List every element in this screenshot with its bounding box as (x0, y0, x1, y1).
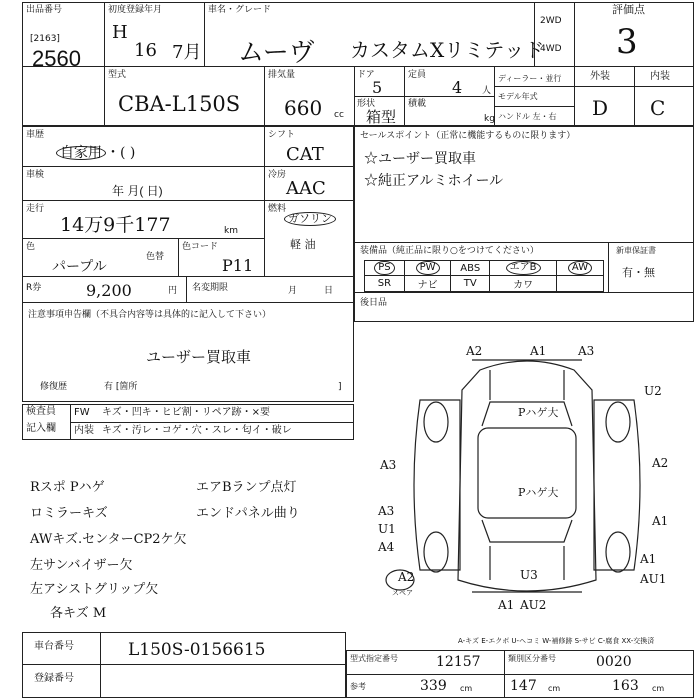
equip-tv: TV (451, 276, 490, 292)
fuel-label: 燃料 (268, 204, 287, 214)
remark-right-2: エンドパネル曲り (196, 506, 300, 521)
mark-front-a3: A3 (578, 344, 595, 358)
class-no: 0020 (596, 654, 632, 670)
mark-right-a2: A2 (652, 456, 669, 470)
day-unit: 日 (324, 286, 334, 296)
doors: 5 (372, 78, 383, 97)
ref-1: 339 (420, 678, 447, 694)
recolor-label: 色替 (146, 252, 165, 262)
class-label: 類別区分番号 (508, 654, 556, 663)
color-value: パープル (52, 259, 107, 275)
remark-4: 左サンバイザー欠 (30, 558, 133, 573)
capacity: 4 (452, 78, 463, 97)
spare-label: スペア (392, 589, 413, 597)
equip-airbag: エアB (490, 261, 557, 276)
equip-navi: ナビ (404, 276, 450, 292)
rear-seat-label: 後日品 (360, 298, 388, 308)
color-code: P11 (222, 256, 254, 275)
mark-right-rear-a1: A1 (640, 552, 657, 566)
mark-rear-a1: A1 (498, 598, 515, 612)
mark-right-u2: U2 (644, 384, 662, 398)
type-spec-label: 型式指定番号 (350, 654, 398, 663)
history-value-wrap (56, 142, 135, 162)
mark-left-rear-a2: A2 (398, 570, 415, 584)
type-spec: 12157 (436, 654, 481, 670)
chassis-label: 車台番号 (34, 641, 74, 652)
ref-3: 163 (612, 678, 639, 694)
mark-left-a3: A3 (380, 458, 397, 472)
lot-label: 出品番号 (26, 5, 63, 15)
drive-2wd: 2WD (540, 16, 562, 26)
ref-cm-2: cm (548, 684, 561, 693)
repair-value: 有 [箇所 (104, 382, 138, 392)
reg-year: 16 (134, 40, 157, 61)
mark-rear-au1: AU1 (640, 572, 667, 586)
cooling-label: 冷房 (268, 170, 287, 180)
equip-sr: SR (365, 276, 405, 292)
drive-4wd: 4WD (540, 44, 562, 54)
remark-1: Rスポ Pハゲ (30, 480, 105, 495)
mark-roof-text: Pハゲ大 (518, 486, 559, 499)
mileage-label: 走行 (26, 204, 45, 214)
remark-3: AWキズ.センターCP2ケ欠 (30, 532, 187, 547)
mark-front-a1: A1 (530, 344, 547, 358)
remark-right-1: エアBランプ点灯 (196, 480, 297, 495)
mileage-value: 14万9千177 (60, 214, 171, 236)
grade: カスタムXリミテッド (350, 38, 545, 62)
history-value: 自家用 (56, 146, 106, 160)
shape-label: 形状 (357, 99, 376, 109)
cooling-value: AAC (286, 178, 326, 199)
dealer-label: ディーラー・並行 (498, 74, 562, 83)
shift-label: シフト (268, 130, 296, 140)
repair-label: 修復歴 (40, 382, 68, 392)
fuel-gas: ガソリン (284, 212, 336, 226)
history-label: 車歴 (26, 130, 45, 140)
equip-abs: ABS (451, 261, 490, 276)
shift-value: CAT (286, 144, 324, 165)
mark-left-a3b: A3 (378, 504, 395, 518)
month-unit: 月 (288, 286, 298, 296)
mark-left-u1: U1 (378, 522, 396, 536)
inspector-interior-items: キズ・汚レ・コゲ・穴・スレ・匂イ・破レ (102, 425, 292, 436)
mark-right-a1: A1 (652, 514, 669, 528)
equip-leather: カワ (490, 276, 557, 292)
history-rest: ・( ) (106, 145, 136, 161)
model: CBA-L150S (118, 92, 241, 116)
inspector-label-2: 記入欄 (26, 423, 56, 434)
ref-cm-1: cm (460, 684, 473, 693)
inspector-interior: 内装 (74, 425, 94, 436)
yen-unit: 円 (168, 286, 178, 296)
interior-label: 内装 (650, 71, 670, 82)
km-unit: km (224, 226, 238, 236)
equipment-label: 装備品（純正品に限り○をつけてください） (360, 246, 539, 256)
tax-value: 9,200 (86, 281, 132, 300)
lot-number: 2560 (32, 46, 81, 71)
notes-label: 注意事項申告欄（不具合内容等は具体的に記入して下さい） (28, 310, 272, 320)
model-label: 型式 (108, 70, 127, 80)
damage-legend: A-キズ E-エクボ U-ヘコミ W-補修跡 S-サビ C-腐食 XX-交換済 (458, 637, 655, 645)
selling-point-2: ☆純正アルミホイール (364, 173, 504, 189)
person-unit: 人 (482, 86, 492, 96)
selling-points-label: セールスポイント（正常に機能するものに限ります） (360, 131, 576, 141)
inspection-label: 車検 (26, 170, 45, 180)
equipment-grid (364, 260, 604, 292)
mark-rear-au2: AU2 (520, 598, 547, 612)
inspector-label-1: 検査員 (26, 406, 56, 417)
name-change-label: 名変期限 (192, 283, 229, 293)
reg-month: 7月 (172, 42, 202, 63)
fuel-diesel: 軽 油 (290, 238, 316, 251)
era: H (112, 22, 128, 43)
ref-cm-3: cm (652, 684, 665, 693)
score-label: 評価点 (612, 3, 645, 16)
exterior-grade: D (592, 96, 609, 120)
mark-front-a2: A2 (466, 344, 483, 358)
reg-label: 初度登録年月 (108, 5, 163, 15)
chassis-number: L150S-0156615 (128, 640, 266, 660)
capacity-label: 定員 (408, 70, 427, 80)
score: 3 (616, 22, 638, 62)
model-year-label: モデル年式 (498, 92, 538, 101)
displacement: 660 (284, 96, 323, 120)
reg-no-label: 登録番号 (34, 673, 74, 684)
handle-label: ハンドル 左・右 (498, 112, 557, 121)
displacement-label: 排気量 (268, 70, 296, 80)
shape: 箱型 (366, 108, 397, 126)
mark-left-a4: A4 (378, 540, 395, 554)
exterior-label: 外装 (590, 71, 610, 82)
selling-point-1: ☆ユーザー買取車 (364, 151, 476, 167)
equip-empty (557, 276, 604, 292)
name-label: 車名・グレード (208, 5, 272, 15)
cc-unit: cc (334, 110, 344, 120)
equip-pw: PW (404, 261, 450, 276)
mark-hood-text: Pハゲ大 (518, 406, 559, 419)
notes-text: ユーザー買取車 (146, 349, 252, 366)
interior-grade: C (650, 96, 666, 120)
repair-end: ] (338, 382, 342, 392)
warranty-label: 新車保証書 (616, 246, 656, 255)
ref-2: 147 (510, 678, 537, 694)
equip-aw: AW (557, 261, 604, 276)
inspector-fw-items: キズ・凹キ・ヒビ割・リペア跡・×要 (102, 407, 270, 418)
ref-label: 参考 (350, 682, 366, 691)
lot-sub: [2163] (30, 34, 60, 44)
warranty-value: 有・無 (622, 266, 655, 279)
car-name: ムーヴ (238, 38, 315, 68)
tax-label: R券 (26, 283, 42, 293)
doors-label: ドア (357, 70, 375, 80)
remark-2: ロミラーキズ (30, 506, 108, 521)
inspector-fw: FW (74, 407, 90, 418)
remark-5: 左アシストグリップ欠 (30, 582, 159, 597)
mark-trunk-u3: U3 (520, 568, 538, 582)
fuel-gas-wrap (284, 212, 336, 226)
load-label: 積載 (408, 99, 427, 109)
remark-6: 各キズ M (50, 606, 107, 621)
kg-unit: kg (484, 114, 495, 124)
color-label: 色 (26, 242, 36, 252)
inspection-value: 年 月( 日) (112, 184, 163, 198)
color-code-label: 色コード (182, 242, 219, 252)
equip-ps: PS (365, 261, 405, 276)
